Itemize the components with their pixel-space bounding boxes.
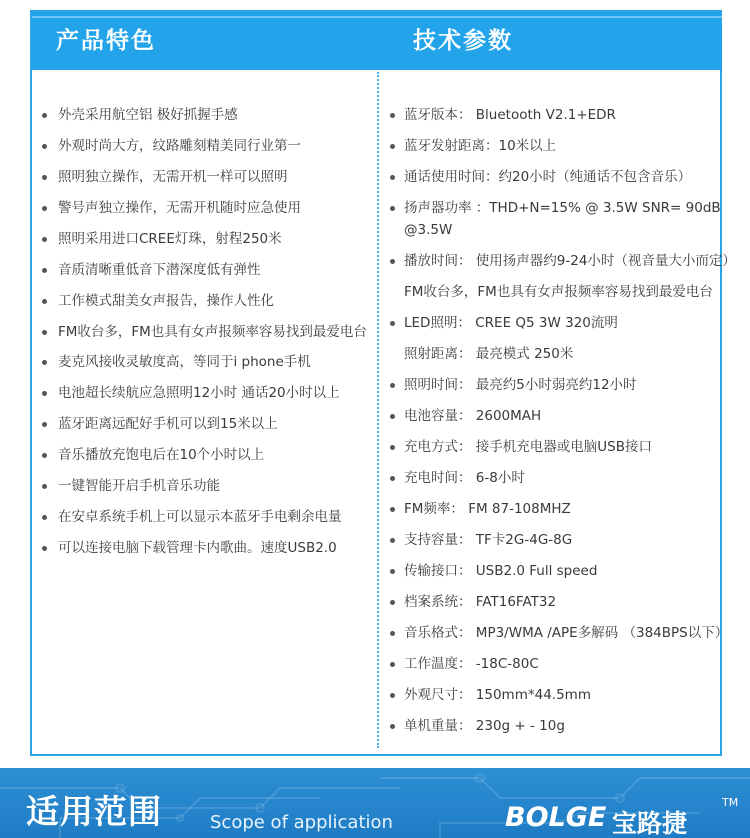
spec-item: 通话使用时间：约20小时（纯通话不包含音乐）: [388, 166, 722, 188]
spec-item: 蓝牙发射距离：10米以上: [388, 135, 722, 157]
spec-item: 蓝牙版本： Bluetooth V2.1+EDR: [388, 104, 722, 126]
specs-list: [388, 104, 736, 746]
spec-item: 单机重量： 230g + - 10g: [388, 715, 722, 737]
spec-item: 工作温度： -18C-80C: [388, 653, 722, 675]
feature-item: 警号声独立操作，无需开机随时应急使用: [40, 197, 370, 219]
spec-item: 扬声器功率 ：THD+N=15% @ 3.5W SNR= 90dB @3.5W: [388, 197, 722, 241]
feature-item: 音质清晰重低音下潜深度低有弹性: [40, 259, 370, 281]
spec-item: 播放时间： 使用扬声器约9-24小时（视音量大小而定）: [388, 250, 722, 272]
features-title: 产品特色: [56, 28, 156, 54]
spec-item: 支持容量： TF卡2G-4G-8G: [388, 529, 722, 551]
banner-title: 适用范围: [26, 792, 162, 831]
spec-item: LED照明： CREE Q5 3W 320流明: [388, 312, 722, 334]
spec-item: 传输接口： USB2.0 Full speed: [388, 560, 722, 582]
spec-item: 照射距离： 最亮模式 250米: [404, 346, 574, 362]
column-divider: [377, 72, 379, 748]
feature-item: 照明独立操作，无需开机一样可以照明: [40, 166, 370, 188]
spec-item: 充电时间： 6-8小时: [388, 467, 722, 489]
feature-item: 外观时尚大方，纹路雕刻精美同行业第一: [40, 135, 370, 157]
spec-item: 充电方式： 接手机充电器或电脑USB接口: [388, 436, 722, 458]
feature-item: FM收台多，FM也具有女声报频率容易找到最爱电台: [40, 321, 370, 343]
feature-item: 蓝牙距离远配好手机可以到15米以上: [40, 413, 370, 435]
spec-item: FM频率： FM 87-108MHZ: [388, 498, 722, 520]
header-highlight: [32, 16, 377, 18]
feature-item: 电池超长续航应急照明12小时 通话20小时以上: [40, 382, 370, 404]
application-scope-banner: [0, 768, 750, 838]
features-list: [40, 104, 370, 568]
spec-item: 音乐格式： MP3/WMA /APE多解码 （384BPS以下）: [388, 622, 722, 644]
feature-item: 工作模式甜美女声报告，操作人性化: [40, 290, 370, 312]
spec-item: 电池容量： 2600MAH: [388, 405, 722, 427]
brand-logo-en: BOLGE: [505, 802, 607, 833]
product-info-card: [30, 10, 736, 756]
banner-subtitle: Scope of application: [210, 812, 393, 833]
spec-item: 照明时间： 最亮约5小时弱亮约12小时: [388, 374, 722, 396]
header-highlight: [377, 16, 722, 18]
features-header: [32, 12, 377, 70]
spec-item: 外观尺寸： 150mm*44.5mm: [388, 684, 722, 706]
brand-logo-cn: 宝路捷: [612, 809, 688, 838]
specs-title: 技术参数: [413, 28, 513, 54]
feature-item: 一键智能开启手机音乐功能: [40, 475, 370, 497]
specs-header: [377, 12, 722, 70]
trademark-mark: TM: [722, 796, 739, 809]
feature-item: 照明采用进口CREE灯珠，射程250米: [40, 228, 370, 250]
spec-item: 档案系统： FAT16FAT32: [388, 591, 722, 613]
feature-item: 在安卓系统手机上可以显示本蓝牙手电剩余电量: [40, 506, 370, 528]
feature-item: 音乐播放充饱电后在10个小时以上: [40, 444, 370, 466]
spec-item: FM收台多，FM也具有女声报频率容易找到最爱电台: [404, 284, 713, 300]
feature-item: 外壳采用航空铝 极好抓握手感: [40, 104, 370, 126]
feature-item: 麦克风接收灵敏度高，等同于i phone手机: [40, 351, 370, 373]
feature-item: 可以连接电脑下载管理卡内歌曲。速度USB2.0: [40, 537, 370, 559]
